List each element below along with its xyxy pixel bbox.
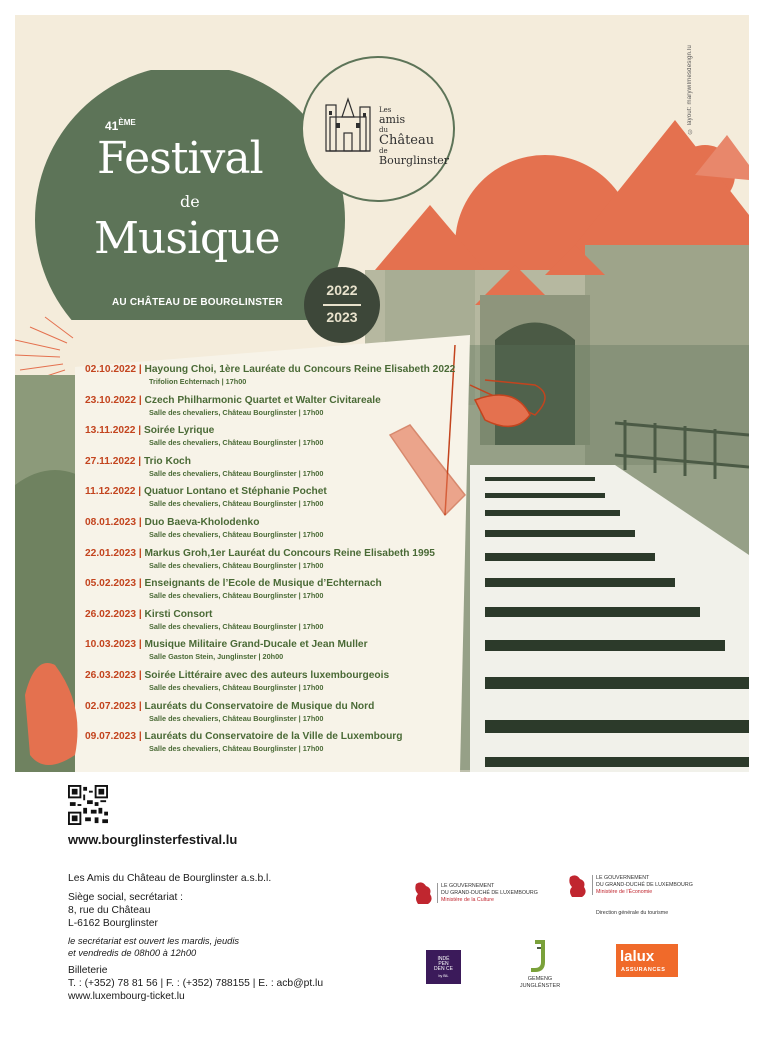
qr-code[interactable] bbox=[68, 785, 108, 825]
program-event: 02.07.2023 | Lauréats du Conservatoire de Musique du Nord Salle des chevaliers, Château Bourglinster | 17h00 bbox=[85, 700, 375, 723]
title-festival: Festival bbox=[97, 133, 263, 184]
gov-economy-logo: LE GOUVERNEMENT DU GRAND-DUCHÉ DE LUXEMBOURG Ministère de l’Économie bbox=[596, 875, 693, 895]
edition-number: 41ÈME bbox=[105, 118, 136, 133]
program-event: 26.03.2023 | Soirée Littéraire avec des auteurs luxembourgeois Salle des chevaliers, Château Bourglinster | 17h00 bbox=[85, 669, 390, 692]
program-event: 05.02.2023 | Enseignants de l’Ecole de Musique d’Echternach Salle des chevaliers, Château Bourglinster | 17h00 bbox=[85, 578, 382, 601]
org-name: Les Amis du Château de Bourglinster a.s.b.l. bbox=[68, 873, 272, 884]
program-event: 13.11.2022 | Soirée Lyrique Salle des chevaliers, Château Bourglinster | 17h00 bbox=[85, 425, 324, 448]
program-event: 10.03.2023 | Musique Militaire Grand-Ducale et Jean Muller Salle Gaston Stein, Junglinster | 20h00 bbox=[85, 639, 368, 662]
office-hours-line1: le secrétariat est ouvert les mardis, jeudis bbox=[68, 936, 240, 946]
program-event: 22.01.2023 | Markus Groh,1er Lauréat du Concours Reine Elisabeth 1995 Salle des chevaliers, Château Bourglinster | 17h00 bbox=[85, 547, 435, 570]
office-hours-line2: et vendredis de 08h00 à 12h00 bbox=[68, 948, 197, 958]
divider bbox=[437, 883, 438, 903]
lion-icon bbox=[566, 873, 588, 899]
program-event: 26.02.2023 | Kirsti Consort Salle des chevaliers, Château Bourglinster | 17h00 bbox=[85, 608, 324, 631]
contact-line: T. : (+352) 78 81 56 | F. : (+352) 788155 | E. : acb@pt.lu bbox=[68, 978, 324, 989]
program-event: 27.11.2022 | Trio Koch Salle des chevaliers, Château Bourglinster | 17h00 bbox=[85, 455, 324, 478]
season-divider bbox=[323, 304, 361, 306]
junglinster-logo-icon bbox=[527, 940, 551, 974]
subtitle: AU CHÂTEAU DE BOURGLINSTER bbox=[112, 297, 283, 308]
gemeng-logo-text: GEMENG JUNGLËNSTER bbox=[519, 976, 561, 989]
association-logo-text: Les amis du Château de Bourglinster bbox=[379, 106, 450, 167]
lalux-logo: lalux ASSURANCES bbox=[616, 944, 678, 977]
seat-label: Siège social, secrétariat : bbox=[68, 892, 184, 903]
divider bbox=[592, 875, 593, 895]
independence-logo: INDÉ PEN DEN CE by BIL bbox=[426, 950, 461, 984]
gov-culture-logo: LE GOUVERNEMENT DU GRAND-DUCHÉ DE LUXEMBOURG Ministère de la Culture bbox=[441, 883, 538, 903]
season-badge bbox=[304, 267, 380, 343]
castle-emblem-icon bbox=[322, 95, 374, 157]
program-event: 02.10.2022 | Hayoung Choi, 1ère Lauréate du Concours Reine Elisabeth 2022 Trifolion Echternach | 17h00 bbox=[85, 364, 456, 386]
title-de: de bbox=[180, 192, 200, 211]
street-address: 8, rue du Château bbox=[68, 905, 151, 916]
festival-website[interactable]: www.bourglinsterfestival.lu bbox=[68, 832, 238, 847]
program-event: 11.12.2022 | Quatuor Lontano et Stéphanie Pochet Salle des chevaliers, Château Bourglinster | 17h00 bbox=[85, 486, 327, 509]
layout-credit: © layout: marywilmesdesign.lu bbox=[687, 45, 693, 134]
program-event: 08.01.2023 | Duo Baeva-Kholodenko Salle des chevaliers, Château Bourglinster | 17h00 bbox=[85, 516, 324, 539]
program-event: 09.07.2023 | Lauréats du Conservatoire de la Ville de Luxembourg Salle des chevaliers, Château Bourglinster | 17h00 bbox=[85, 731, 403, 754]
program-list bbox=[85, 364, 465, 762]
ticket-website[interactable]: www.luxembourg-ticket.lu bbox=[68, 991, 185, 1002]
title-musique: Musique bbox=[94, 213, 280, 264]
program-event: 23.10.2022 | Czech Philharmonic Quartet et Walter Civitareale Salle des chevaliers, Château Bourglinster | 17h00 bbox=[85, 394, 381, 417]
lion-icon bbox=[412, 880, 434, 906]
season-year-2: 2023 bbox=[326, 309, 358, 325]
tourism-label: Direction générale du tourisme bbox=[596, 910, 669, 916]
season-year-1: 2022 bbox=[326, 282, 358, 298]
ticket-label: Billeterie bbox=[68, 965, 108, 976]
city-address: L-6162 Bourglinster bbox=[68, 918, 158, 929]
